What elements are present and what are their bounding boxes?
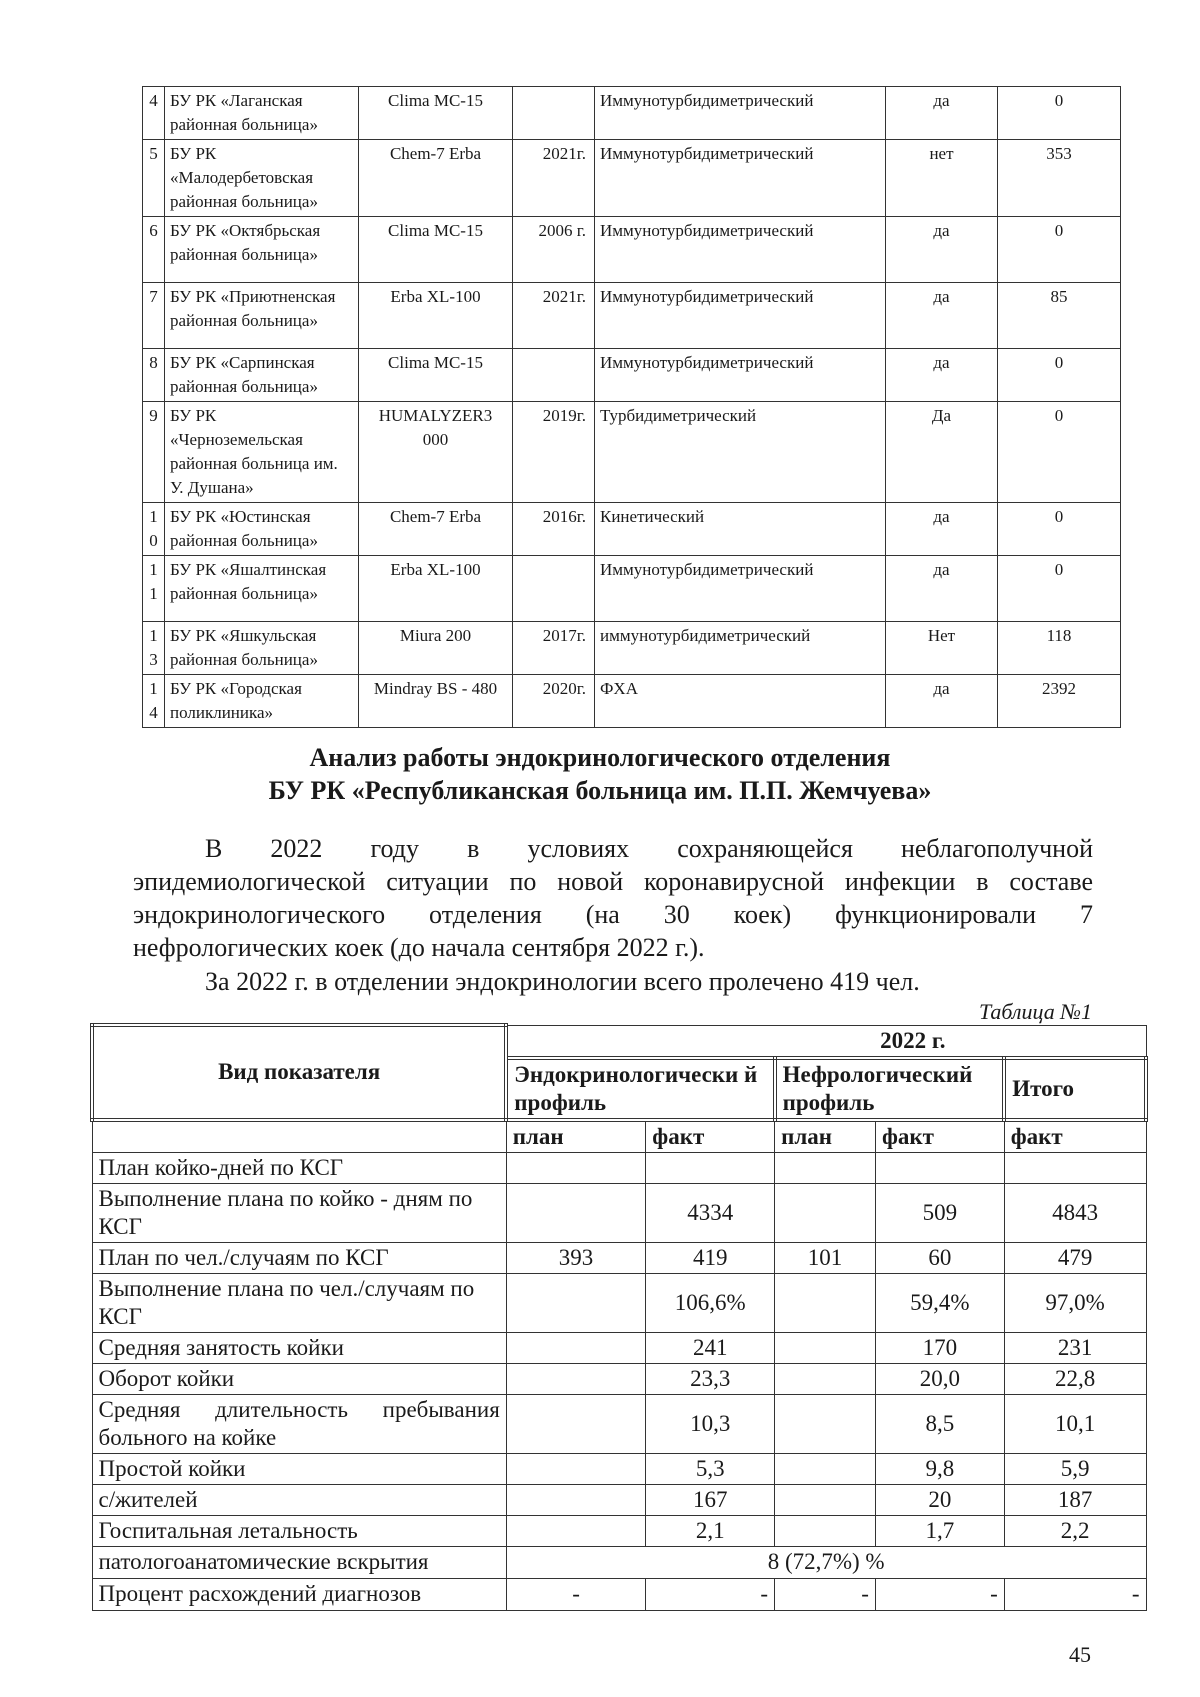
indicator-value: [506, 1363, 646, 1394]
indicator-value: -: [646, 1578, 775, 1610]
analyzer-model: Erba XL-100: [359, 556, 513, 622]
method: Иммунотурбидиметрический: [595, 217, 886, 283]
test-count: 85: [998, 283, 1121, 349]
analyzer-model: HUMALYZER3 000: [359, 402, 513, 503]
method: Иммунотурбидиметрический: [595, 349, 886, 402]
test-count: 118: [998, 622, 1121, 675]
flag: да: [886, 675, 998, 728]
flag: да: [886, 217, 998, 283]
indicator-value: 1,7: [875, 1515, 1004, 1546]
section-heading-line1: Анализ работы эндокринологического отделения: [309, 743, 891, 772]
indicator-value: 60: [875, 1242, 1004, 1273]
total-header: Итого: [1004, 1058, 1146, 1120]
flag: да: [886, 283, 998, 349]
indicator-value: 5,3: [646, 1453, 775, 1484]
indicator-value: 106,6%: [646, 1273, 775, 1332]
indicator-value: 393: [506, 1242, 646, 1273]
indicator-value: [506, 1394, 646, 1453]
indicator-value: [775, 1363, 876, 1394]
method: Кинетический: [595, 503, 886, 556]
indicator-value: [775, 1453, 876, 1484]
analyzer-model: Clima MC-15: [359, 217, 513, 283]
install-year: 2016г.: [513, 503, 595, 556]
indicator-row: [92, 1273, 1146, 1332]
row-number: 6: [143, 217, 165, 283]
row-number: 1 0: [143, 503, 165, 556]
indicator-name: Выполнение плана по койко - дням по КСГ: [92, 1183, 506, 1242]
indicator-value: [646, 1152, 775, 1183]
analyzer-model: Miura 200: [359, 622, 513, 675]
indicator-value: [775, 1152, 876, 1183]
indicator-row: [92, 1183, 1146, 1242]
install-year: [513, 349, 595, 402]
indicator-value: [506, 1183, 646, 1242]
equipment-row: [143, 402, 1121, 503]
indicator-value: 10,3: [646, 1394, 775, 1453]
indicator-value: 101: [775, 1242, 876, 1273]
endo-profile-header: Эндокринологически й профиль: [506, 1058, 774, 1120]
organization-name: БУ РК «Приютненская районная больница»: [165, 283, 359, 349]
analyzer-model: Clima MC-15: [359, 349, 513, 402]
equipment-table: [142, 86, 1121, 728]
autopsy-value: 8 (72,7%) %: [506, 1546, 1146, 1578]
indicator-value: 4334: [646, 1183, 775, 1242]
indicator-row: [92, 1484, 1146, 1515]
install-year: [513, 556, 595, 622]
indicator-value: 97,0%: [1004, 1273, 1146, 1332]
section-heading-line2: БУ РК «Республиканская больница им. П.П. Жемчуева»: [268, 776, 932, 805]
indicator-name: Средняя длительность пребывания больного на койке: [92, 1394, 506, 1453]
analyzer-model: Mindray BS - 480: [359, 675, 513, 728]
indicator-value: 167: [646, 1484, 775, 1515]
flag: да: [886, 349, 998, 402]
equipment-row: [143, 217, 1121, 283]
paragraph-total-treated: За 2022 г. в отделении эндокринологии всего пролечено 419 чел.: [205, 967, 920, 996]
indicator-row: [92, 1363, 1146, 1394]
indicator-value: 5,9: [1004, 1453, 1146, 1484]
plan-header: план: [506, 1120, 646, 1153]
indicator-row: [92, 1242, 1146, 1273]
indicator-row: [92, 1332, 1146, 1363]
indicator-value: 2,2: [1004, 1515, 1146, 1546]
indicator-value: 187: [1004, 1484, 1146, 1515]
indicator-value: 59,4%: [875, 1273, 1004, 1332]
method: Иммунотурбидиметрический: [595, 87, 886, 140]
organization-name: БУ РК «Юстинская районная больница»: [165, 503, 359, 556]
indicator-value: 9,8: [875, 1453, 1004, 1484]
indicator-value: 509: [875, 1183, 1004, 1242]
row-number: 7: [143, 283, 165, 349]
method: Иммунотурбидиметрический: [595, 140, 886, 217]
header-row-year: [92, 1025, 1146, 1058]
indicator-value: -: [775, 1578, 876, 1610]
indicator-value: 22,8: [1004, 1363, 1146, 1394]
organization-name: БУ РК «Сарпинская районная больница»: [165, 349, 359, 402]
organization-name: БУ РК «Черноземельская районная больница им. У. Душана»: [165, 402, 359, 503]
indicators-table: [90, 1023, 1148, 1611]
install-year: 2021г.: [513, 140, 595, 217]
install-year: 2020г.: [513, 675, 595, 728]
indicator-name: План по чел./случаям по КСГ: [92, 1242, 506, 1273]
indicator-value: [875, 1152, 1004, 1183]
indicator-value: [775, 1394, 876, 1453]
organization-name: БУ РК «Яшкульская районная больница»: [165, 622, 359, 675]
indicator-value: [775, 1332, 876, 1363]
analyzer-model: Chem-7 Erba: [359, 140, 513, 217]
autopsy-row: [92, 1546, 1146, 1578]
row-number: 1 4: [143, 675, 165, 728]
row-number: 9: [143, 402, 165, 503]
method: Иммунотурбидиметрический: [595, 556, 886, 622]
indicator-value: [775, 1515, 876, 1546]
flag: да: [886, 503, 998, 556]
page-number: 45: [1069, 1642, 1091, 1667]
row-number: 5: [143, 140, 165, 217]
indicator-name: Средняя занятость койки: [92, 1332, 506, 1363]
install-year: 2021г.: [513, 283, 595, 349]
paragraph-line: эпидемиологической ситуации по новой коронавирусной инфекции в составе: [133, 867, 1093, 896]
indicator-value: [506, 1484, 646, 1515]
paragraph-line: нефрологических коек (до начала сентября 2022 г.).: [133, 933, 705, 962]
indicator-value: 23,3: [646, 1363, 775, 1394]
indicator-value: 231: [1004, 1332, 1146, 1363]
indicator-value: 241: [646, 1332, 775, 1363]
indicator-value: 2,1: [646, 1515, 775, 1546]
equipment-row: [143, 622, 1121, 675]
method: Иммунотурбидиметрический: [595, 283, 886, 349]
indicator-name: Простой койки: [92, 1453, 506, 1484]
indicator-value: -: [875, 1578, 1004, 1610]
indicator-row: [92, 1394, 1146, 1453]
flag: Да: [886, 402, 998, 503]
indicator-value: -: [506, 1578, 646, 1610]
nephro-profile-header: Нефрологический профиль: [775, 1058, 1005, 1120]
indicator-name: Госпитальная летальность: [92, 1515, 506, 1546]
indicator-value: [775, 1273, 876, 1332]
organization-name: БУ РК «Яшалтинская районная больница»: [165, 556, 359, 622]
method: иммунотурбидиметрический: [595, 622, 886, 675]
organization-name: БУ РК «Лаганская районная больница»: [165, 87, 359, 140]
indicator-value: 419: [646, 1242, 775, 1273]
header-row-planfact: [92, 1120, 1146, 1153]
flag: Нет: [886, 622, 998, 675]
indicator-value: -: [1004, 1578, 1146, 1610]
test-count: 0: [998, 556, 1121, 622]
fact-header: факт: [1004, 1120, 1146, 1153]
test-count: 0: [998, 217, 1121, 283]
equipment-row: [143, 140, 1121, 217]
organization-name: БУ РК «Октябрьская районная больница»: [165, 217, 359, 283]
analyzer-model: Clima MC-15: [359, 87, 513, 140]
test-count: 2392: [998, 675, 1121, 728]
paragraph-line: эндокринологического отделения (на 30 коек) функционировали 7: [133, 900, 1093, 929]
indicator-value: 4843: [1004, 1183, 1146, 1242]
install-year: 2006 г.: [513, 217, 595, 283]
equipment-row: [143, 556, 1121, 622]
indicator-value: [506, 1152, 646, 1183]
test-count: 353: [998, 140, 1121, 217]
indicator-value: [506, 1453, 646, 1484]
year-header: 2022 г.: [506, 1025, 1146, 1058]
row-number: 8: [143, 349, 165, 402]
indicator-name: с/жителей: [92, 1484, 506, 1515]
indicator-value: [506, 1515, 646, 1546]
indicator-value: [775, 1183, 876, 1242]
flag: да: [886, 556, 998, 622]
equipment-row: [143, 87, 1121, 140]
install-year: [513, 87, 595, 140]
test-count: 0: [998, 402, 1121, 503]
indicator-name: патологоанатомические вскрытия: [92, 1546, 506, 1578]
indicator-value: 20: [875, 1484, 1004, 1515]
analyzer-model: Chem-7 Erba: [359, 503, 513, 556]
indicator-value: [1004, 1152, 1146, 1183]
table-caption: Таблица №1: [978, 999, 1092, 1024]
indicator-value: [506, 1273, 646, 1332]
equipment-table-body: [143, 87, 1121, 728]
row-number: 4: [143, 87, 165, 140]
equipment-row: [143, 283, 1121, 349]
indicator-row: [92, 1453, 1146, 1484]
indicator-value: [506, 1332, 646, 1363]
method: Турбидиметрический: [595, 402, 886, 503]
row-number: 1 3: [143, 622, 165, 675]
indicator-value: [775, 1484, 876, 1515]
indicator-value: 20,0: [875, 1363, 1004, 1394]
equipment-row: [143, 349, 1121, 402]
equipment-row: [143, 675, 1121, 728]
empty-cell: [92, 1120, 506, 1153]
organization-name: БУ РК «Городская поликлиника»: [165, 675, 359, 728]
organization-name: БУ РК «Малодербетовская районная больница»: [165, 140, 359, 217]
fact-header: факт: [646, 1120, 775, 1153]
indicator-value: 10,1: [1004, 1394, 1146, 1453]
paragraph-line: В 2022 году в условиях сохраняющейся неблагополучной: [205, 834, 1093, 863]
indicator-row: [92, 1152, 1146, 1183]
fact-header: факт: [875, 1120, 1004, 1153]
row-number: 1 1: [143, 556, 165, 622]
analyzer-model: Erba XL-100: [359, 283, 513, 349]
equipment-row: [143, 503, 1121, 556]
indicator-name: Оборот койки: [92, 1363, 506, 1394]
indicator-value: 170: [875, 1332, 1004, 1363]
plan-header: план: [775, 1120, 876, 1153]
indicator-name: Выполнение плана по чел./случаям по КСГ: [92, 1273, 506, 1332]
install-year: 2017г.: [513, 622, 595, 675]
indicator-name: План койко-дней по КСГ: [92, 1152, 506, 1183]
test-count: 0: [998, 87, 1121, 140]
test-count: 0: [998, 503, 1121, 556]
discrepancy-row: [92, 1578, 1146, 1610]
method: ФХА: [595, 675, 886, 728]
indicators-table-body: [92, 1025, 1146, 1610]
flag: да: [886, 87, 998, 140]
install-year: 2019г.: [513, 402, 595, 503]
flag: нет: [886, 140, 998, 217]
indicator-header: Вид показателя: [92, 1025, 506, 1120]
indicator-row: [92, 1515, 1146, 1546]
test-count: 0: [998, 349, 1121, 402]
indicator-value: 479: [1004, 1242, 1146, 1273]
indicator-value: 8,5: [875, 1394, 1004, 1453]
indicator-name: Процент расхождений диагнозов: [92, 1578, 506, 1610]
